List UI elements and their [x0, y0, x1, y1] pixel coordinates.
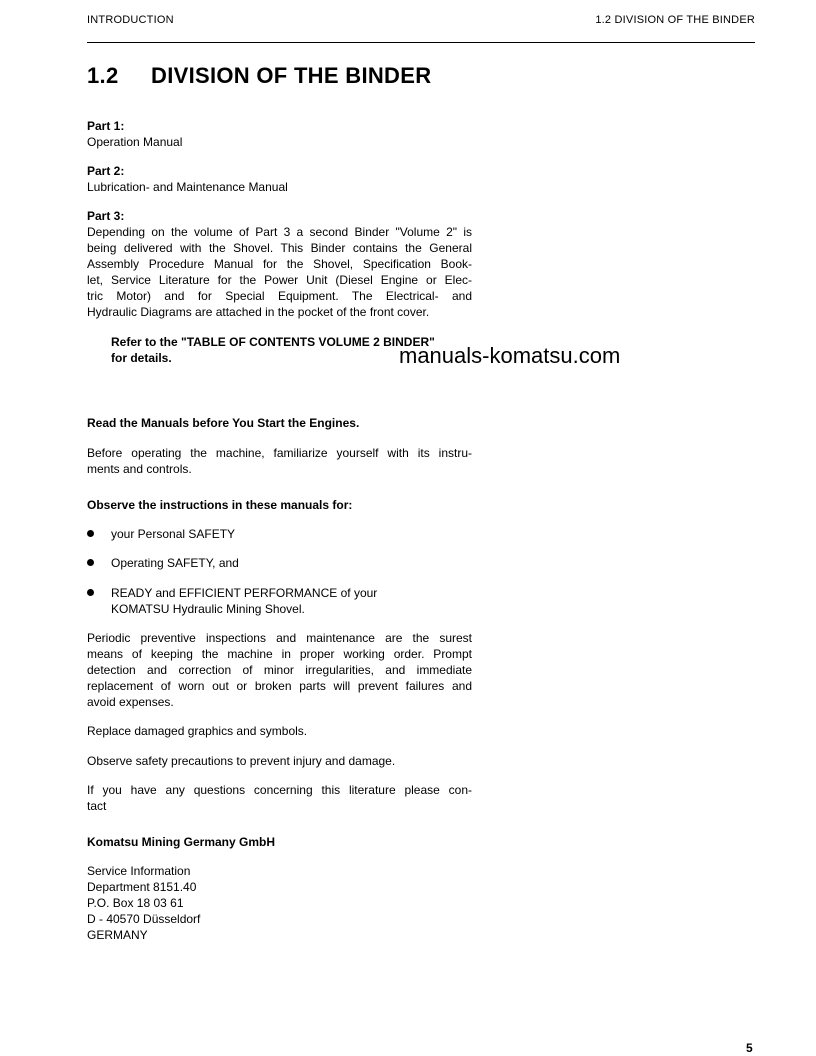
bullet-text: your Personal SAFETY: [111, 527, 236, 541]
part-text-line: let, Service Literature for the Power Unit (Diesel Engine or Elec-: [87, 273, 472, 287]
paragraph-line: ments and controls.: [87, 462, 192, 476]
address-block: [87, 863, 472, 943]
paragraph-line: avoid expenses.: [87, 695, 174, 709]
paragraph-line: tact: [87, 799, 107, 813]
company-name: Komatsu Mining Germany GmbH: [87, 835, 276, 849]
paragraph-line: Before operating the machine, familiarize yourself with its instru-: [87, 446, 472, 460]
address-line: Department 8151.40: [87, 880, 197, 894]
part-3: [87, 208, 472, 320]
title-number: 1.2: [87, 63, 119, 88]
part-text: Operation Manual: [87, 135, 183, 149]
bullet-icon: [87, 559, 94, 566]
paragraph-line: replacement of worn out or broken parts will prevent failures and: [87, 679, 472, 693]
bullet-text: READY and EFFICIENT PERFORMANCE of your: [111, 586, 378, 600]
part-text-line: Assembly Procedure Manual for the Shovel, Specification Book-: [87, 257, 472, 271]
address-line: GERMANY: [87, 928, 148, 942]
replace-paragraph: Replace damaged graphics and symbols.: [87, 724, 308, 738]
part-2: [87, 163, 472, 195]
page-title: [87, 63, 431, 89]
bullet-item: [87, 526, 472, 542]
watermark: manuals-komatsu.com: [399, 343, 621, 368]
address-line: Service Information: [87, 864, 191, 878]
part-text-line: tric Motor) and for Special Equipment. The Electrical- and: [87, 289, 472, 303]
address-line: D - 40570 Düsseldorf: [87, 912, 201, 926]
page-number: 5: [746, 1041, 753, 1055]
refer-note-line: Refer to the "TABLE OF CONTENTS VOLUME 2 BINDER": [111, 335, 435, 349]
paragraph-line: detection and correction of minor irregularities, and immediate: [87, 663, 472, 677]
bullet-icon: [87, 530, 94, 537]
part-label: Part 3:: [87, 209, 125, 223]
header-divider: [87, 42, 755, 43]
header-section-label: INTRODUCTION: [87, 14, 174, 26]
before-paragraph: [87, 445, 472, 477]
part-label: Part 2:: [87, 164, 125, 178]
part-label: Part 1:: [87, 119, 125, 133]
refer-note-line: for details.: [111, 351, 172, 365]
paragraph-line: Periodic preventive inspections and maintenance are the surest: [87, 631, 472, 645]
safety-paragraph: Observe safety precautions to prevent injury and damage.: [87, 754, 396, 768]
part-text-line: Depending on the volume of Part 3 a second Binder "Volume 2" is: [87, 225, 472, 239]
part-text-line: Hydraulic Diagrams are attached in the pocket of the front cover.: [87, 305, 430, 319]
title-text: DIVISION OF THE BINDER: [151, 63, 432, 88]
observe-heading: Observe the instructions in these manuals for:: [87, 498, 353, 512]
part-text: Lubrication- and Maintenance Manual: [87, 180, 288, 194]
read-heading: Read the Manuals before You Start the Engines.: [87, 416, 360, 430]
paragraph-line: If you have any questions concerning this literature please con-: [87, 783, 472, 797]
part-1: [87, 118, 472, 150]
bullet-text: Operating SAFETY, and: [111, 556, 239, 570]
address-line: P.O. Box 18 03 61: [87, 896, 184, 910]
questions-paragraph: [87, 782, 472, 814]
bullet-icon: [87, 589, 94, 596]
bullet-item: [87, 555, 472, 571]
part-text-line: being delivered with the Shovel. This Binder contains the General: [87, 241, 472, 255]
bullet-item: [87, 585, 472, 617]
periodic-paragraph: [87, 630, 472, 710]
header-chapter-label: 1.2 DIVISION OF THE BINDER: [595, 14, 755, 26]
bullet-text: KOMATSU Hydraulic Mining Shovel.: [111, 602, 305, 616]
paragraph-line: means of keeping the machine in proper working order. Prompt: [87, 647, 472, 661]
